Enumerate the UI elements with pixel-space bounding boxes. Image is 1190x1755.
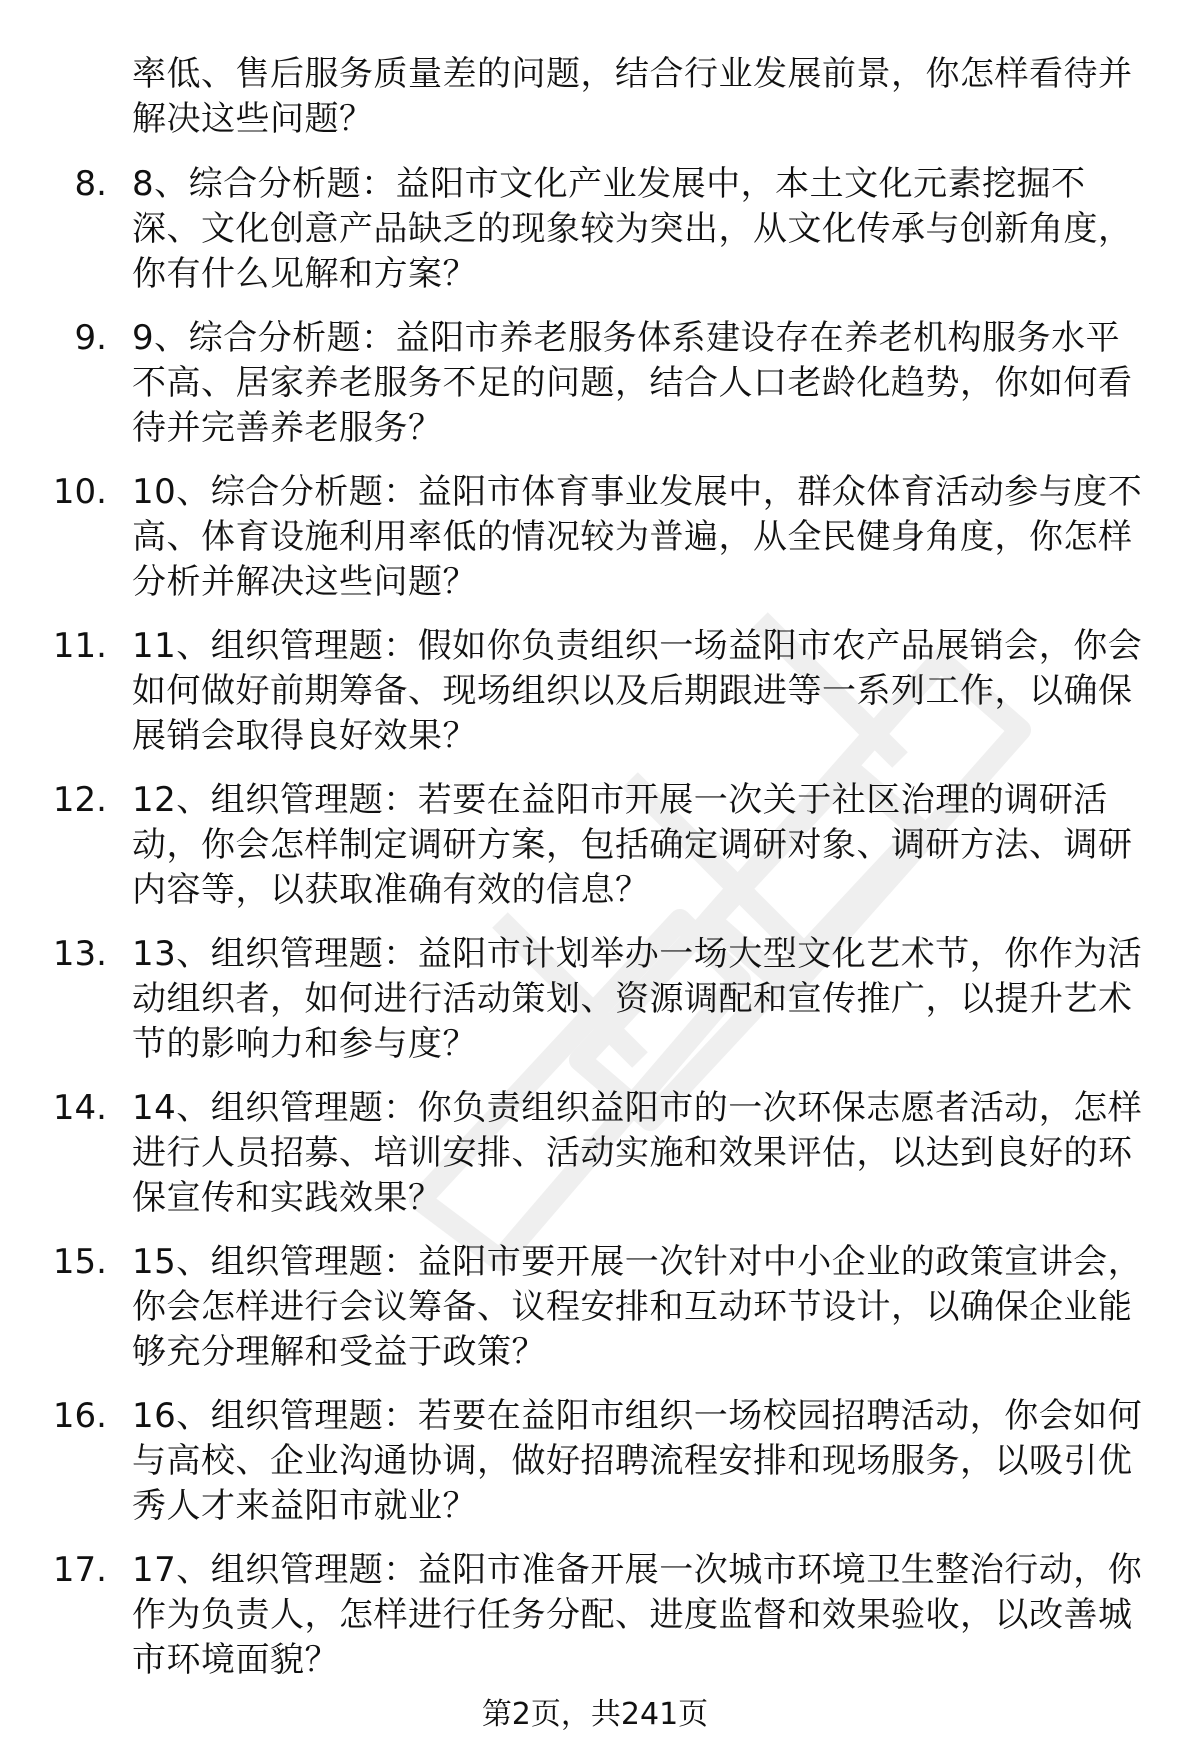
list-item-text: 12、组织管理题：若要在益阳市开展一次关于社区治理的调研活动，你会怎样制定调研方案，包括确定调研对象、调研方法、调研内容等，以获取准确有效的信息？ — [132, 780, 1133, 910]
list-item — [0, 1086, 1190, 1221]
list-item-number: 8. — [74, 164, 107, 204]
list-item-number: 16. — [52, 1396, 107, 1436]
list-item-number: 13. — [52, 934, 107, 974]
list-item-text: 14、组织管理题：你负责组织益阳市的一次环保志愿者活动，怎样进行人员招募、培训安排、活动实施和效果评估，以达到良好的环保宣传和实践效果？ — [132, 1088, 1143, 1218]
list-item-text: 10、综合分析题：益阳市体育事业发展中，群众体育活动参与度不高、体育设施利用率低的情况较为普遍，从全民健身角度，你怎样分析并解决这些问题？ — [132, 472, 1143, 602]
list-item-number: 11. — [52, 626, 107, 666]
list-item-text: 16、组织管理题：若要在益阳市组织一场校园招聘活动，你会如何与高校、企业沟通协调，做好招聘流程安排和现场服务，以吸引优秀人才来益阳市就业？ — [132, 1396, 1143, 1526]
page-number-footer: 第2页，共241页 — [481, 1697, 709, 1732]
list-item-number: 12. — [52, 780, 107, 820]
list-item — [0, 470, 1190, 605]
list-item — [0, 1394, 1190, 1529]
continued-question-text: 率低、售后服务质量差的问题，结合行业发展前景，你怎样看待并解决这些问题？ — [132, 54, 1133, 139]
question-list — [0, 162, 1190, 1702]
list-item — [0, 778, 1190, 913]
list-item — [0, 932, 1190, 1067]
list-item-text: 15、组织管理题：益阳市要开展一次针对中小企业的政策宣讲会，你会怎样进行会议筹备、议程安排和互动环节设计，以确保企业能够充分理解和受益于政策？ — [132, 1242, 1143, 1372]
list-item-number: 10. — [52, 472, 107, 512]
list-item-text: 8、综合分析题：益阳市文化产业发展中，本土文化元素挖掘不深、文化创意产品缺乏的现象较为突出，从文化传承与创新角度，你有什么见解和方案？ — [132, 164, 1133, 294]
list-item-text: 13、组织管理题：益阳市计划举办一场大型文化艺术节，你作为活动组织者，如何进行活动策划、资源调配和宣传推广，以提升艺术节的影响力和参与度？ — [132, 934, 1143, 1064]
list-item — [0, 624, 1190, 759]
list-item-number: 15. — [52, 1242, 107, 1282]
list-item-text: 17、组织管理题：益阳市准备开展一次城市环境卫生整治行动，你作为负责人，怎样进行任务分配、进度监督和效果验收，以改善城市环境面貌？ — [132, 1550, 1143, 1680]
list-item — [0, 1548, 1190, 1683]
list-item-text: 9、综合分析题：益阳市养老服务体系建设存在养老机构服务水平不高、居家养老服务不足的问题，结合人口老龄化趋势，你如何看待并完善养老服务？ — [132, 318, 1133, 448]
list-item — [0, 162, 1190, 297]
list-item-number: 14. — [52, 1088, 107, 1128]
list-item — [0, 1240, 1190, 1375]
list-item-number: 9. — [74, 318, 107, 358]
list-item-number: 17. — [52, 1550, 107, 1590]
list-item-text: 11、组织管理题：假如你负责组织一场益阳市农产品展销会，你会如何做好前期筹备、现场组织以及后期跟进等一系列工作，以确保展销会取得良好效果？ — [132, 626, 1143, 756]
list-item — [0, 316, 1190, 451]
